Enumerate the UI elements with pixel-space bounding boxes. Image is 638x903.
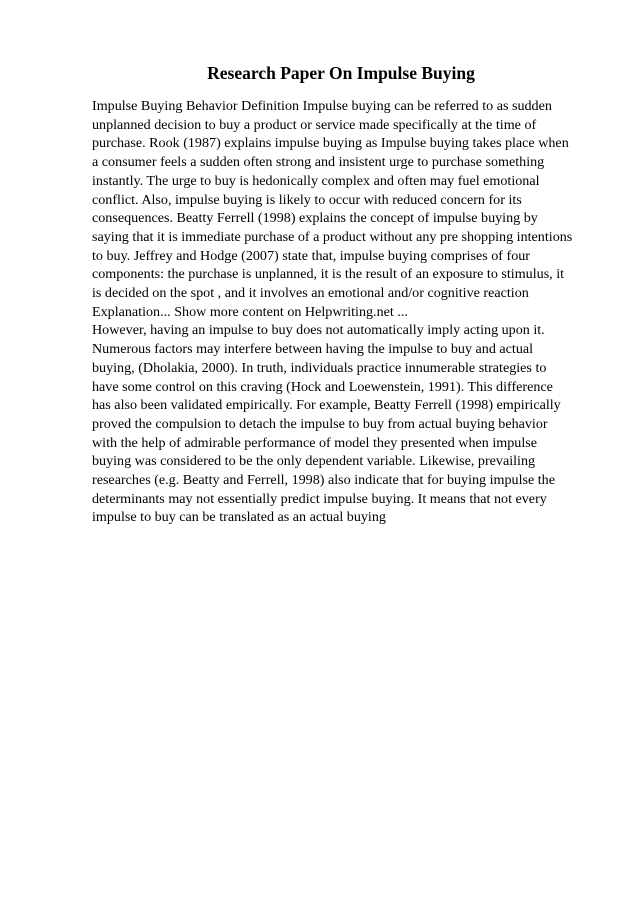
body-line: consequences. Beatty Ferrell (1998) explains the concept of impulse buying by [92,210,538,227]
body-line: conflict. Also, impulse buying is likely to occur with reduced concern for its [92,191,522,208]
body-line: buying was considered to be the only dependent variable. Likewise, prevailing [92,453,536,470]
document-body [92,97,592,527]
body-line: Impulse Buying Behavior Definition Impulse buying can be referred to as sudden [92,98,552,114]
body-line: impulse to buy can be translated as an actual buying [92,509,386,526]
body-line: instantly. The urge to buy is hedonically complex and often may fuel emotional [92,172,540,189]
body-line: However, having an impulse to buy does not automatically imply acting upon it. [92,322,545,339]
body-line: is decided on the spot , and it involves an emotional and/or cognitive reaction [92,285,529,302]
body-line: a consumer feels a sudden often strong and insistent urge to purchase something [92,154,545,171]
body-line: saying that it is immediate purchase of a product without any pre shopping intentions [92,228,573,245]
body-line: Explanation... Show more content on Helpwriting.net ... [92,303,408,320]
document-title: Research Paper On Impulse Buying [207,63,475,83]
body-line: purchase. Rook (1987) explains impulse buying as Impulse buying takes place when [92,135,569,152]
body-line: components: the purchase is unplanned, it is the result of an exposure to stimulus, it [92,266,565,283]
body-line: buying, (Dholakia, 2000). In truth, individuals practice innumerable strategies to [92,359,547,376]
body-line: unplanned decision to buy a product or service made specifically at the time of [92,116,537,133]
body-line: determinants may not essentially predict impulse buying. It means that not every [92,490,547,507]
body-line: has also been validated empirically. For example, Beatty Ferrell (1998) empirically [92,397,561,414]
body-line: researches (e.g. Beatty and Ferrell, 1998) also indicate that for buying impulse the [92,472,555,489]
body-line: have some control on this craving (Hock and Loewenstein, 1991). This difference [92,378,553,395]
body-line: proved the compulsion to detach the impulse to buy from actual buying behavior [92,415,548,432]
body-line: with the help of admirable performance of model they presented when impulse [92,434,537,451]
body-line: to buy. Jeffrey and Hodge (2007) state that, impulse buying comprises of four [92,247,530,264]
body-line: Numerous factors may interfere between having the impulse to buy and actual [92,341,534,358]
